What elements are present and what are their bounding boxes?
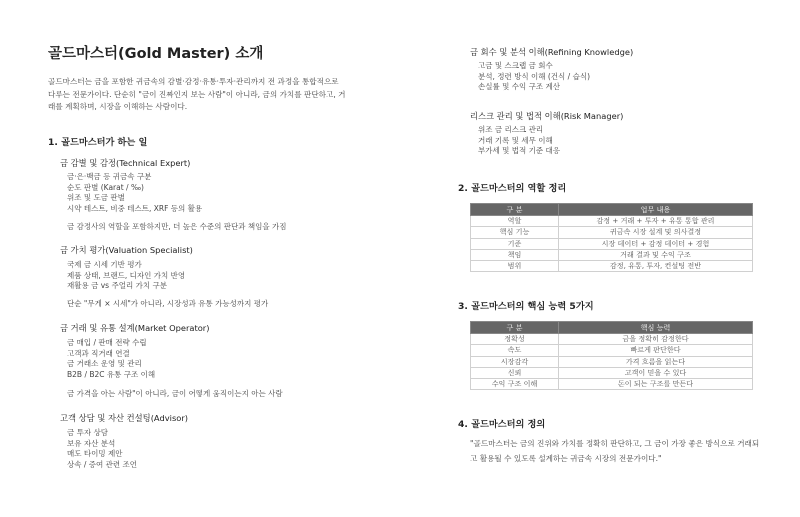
list-item: 보유 자산 분석 bbox=[67, 438, 116, 448]
list-item: 매도 타이밍 제안 bbox=[67, 449, 123, 458]
market-list bbox=[67, 338, 155, 380]
table-header: 업무 내용 bbox=[559, 204, 753, 216]
table-cell: 속도 bbox=[471, 345, 559, 356]
section2-heading: 2. 골드마스터의 역할 정리 bbox=[458, 183, 567, 194]
list-item: 위조 금 리스크 관리 bbox=[478, 125, 544, 134]
table-cell: 신뢰 bbox=[471, 367, 559, 378]
list-item: 손실률 및 수익 구조 계산 bbox=[478, 82, 560, 91]
table-cell: 범위 bbox=[471, 261, 559, 272]
refining-list bbox=[478, 61, 590, 93]
list-item: 고금 및 스크랩 금 회수 bbox=[478, 61, 553, 70]
table-row bbox=[471, 216, 753, 227]
table-cell: 감정 + 거래 + 투자 + 유통 통합 관리 bbox=[559, 216, 753, 227]
advisor-list bbox=[67, 428, 137, 470]
table-row bbox=[471, 261, 753, 272]
table-row bbox=[471, 334, 753, 345]
table-cell: 돈이 되는 구조를 만든다 bbox=[559, 379, 753, 390]
table-header: 구 분 bbox=[471, 204, 559, 216]
market-heading: 금 거래 및 유통 설계(Market Operator) bbox=[60, 323, 210, 333]
refining-heading: 금 회수 및 분석 이해(Refining Knowledge) bbox=[470, 47, 634, 57]
table-cell: 시장감각 bbox=[471, 356, 559, 367]
table-cell: 핵심 기능 bbox=[471, 227, 559, 238]
table-row bbox=[471, 249, 753, 260]
table-row bbox=[471, 345, 753, 356]
intro-paragraph: 골드마스터는 금을 포함한 귀금속의 감별·감정·유통·투자·관리까지 전 과정을 통합적으로 다루는 전문가이다. 단순히 "금이 진짜인지 보는 사람"이 아니라, 금의 가치를 판단하고, 거래를 계획하며, 시장을 이해하는 사람이다. bbox=[48, 77, 346, 112]
table-cell: 금을 정확히 감정한다 bbox=[559, 334, 753, 345]
table-cell: 거래 결과 및 수익 구조 bbox=[559, 249, 753, 260]
appraisal-heading: 금 감별 및 감정(Technical Expert) bbox=[60, 158, 191, 168]
valuation-note: 단순 "무게 × 시세"가 아니라, 시장성과 유통 가능성까지 평가 bbox=[67, 299, 269, 308]
table-header: 구 분 bbox=[471, 322, 559, 334]
definition-quote: "골드마스터는 금의 진위와 가치를 정확히 판단하고, 그 금이 가장 좋은 방식으로 거래되고 활용될 수 있도록 설계하는 귀금속 시장의 전문가이다." bbox=[470, 439, 760, 463]
table-row bbox=[471, 227, 753, 238]
abilities-table bbox=[470, 321, 753, 390]
list-item: 제품 상태, 브랜드, 디자인 가치 반영 bbox=[67, 270, 186, 280]
table-cell: 시장 데이터 + 감정 데이터 + 경험 bbox=[559, 238, 753, 249]
list-item: 순도 판별 (Karat / ‰) bbox=[67, 182, 144, 192]
section4-heading: 4. 골드마스터의 정의 bbox=[458, 419, 546, 430]
list-item: 금 매입 / 판매 전략 수립 bbox=[67, 338, 147, 347]
risk-list bbox=[478, 125, 560, 157]
table-cell: 고객이 믿을 수 있다 bbox=[559, 367, 753, 378]
list-item: 거래 기록 및 세무 이해 bbox=[478, 135, 553, 145]
table-header: 핵심 능력 bbox=[559, 322, 753, 334]
section1-heading: 1. 골드마스터가 하는 일 bbox=[48, 137, 148, 148]
table-row bbox=[471, 356, 753, 367]
list-item: 부가세 및 법적 기준 대응 bbox=[478, 146, 560, 155]
appraisal-list bbox=[67, 172, 202, 214]
table-cell: 정확성 bbox=[471, 334, 559, 345]
table-cell: 책임 bbox=[471, 249, 559, 260]
page-title: 골드마스터(Gold Master) 소개 bbox=[48, 46, 264, 62]
table-header-row bbox=[471, 322, 753, 334]
table-cell: 역할 bbox=[471, 216, 559, 227]
table-cell: 빠르게 판단한다 bbox=[559, 345, 753, 356]
table-cell: 기준 bbox=[471, 238, 559, 249]
section3-heading: 3. 골드마스터의 핵심 능력 5가지 bbox=[458, 301, 594, 312]
advisor-heading: 고객 상담 및 자산 컨설팅(Advisor) bbox=[60, 413, 188, 423]
list-item: 금·은·백금 등 귀금속 구분 bbox=[67, 172, 152, 181]
table-cell: 수익 구조 이해 bbox=[471, 379, 559, 390]
list-item: 재활용 금 vs 주얼리 가치 구분 bbox=[67, 281, 167, 290]
market-note: 금 가격을 아는 사람"이 아니라, 금이 어떻게 움직이는지 아는 사람 bbox=[67, 389, 283, 398]
table-row bbox=[471, 367, 753, 378]
table-row bbox=[471, 379, 753, 390]
table-cell: 가격 흐름을 읽는다 bbox=[559, 356, 753, 367]
valuation-heading: 금 가치 평가(Valuation Specialist) bbox=[60, 245, 193, 255]
list-item: 국제 금 시세 기반 평가 bbox=[67, 260, 142, 269]
table-row bbox=[471, 238, 753, 249]
list-item: 상속 / 증여 관련 조언 bbox=[67, 459, 138, 469]
list-item: 분석, 정련 방식 이해 (건식 / 습식) bbox=[478, 71, 591, 81]
valuation-list bbox=[67, 260, 185, 292]
list-item: 위조 및 도금 판별 bbox=[67, 193, 125, 202]
appraisal-note: 금 감정사의 역할을 포함하지만, 더 높은 수준의 판단과 책임을 가짐 bbox=[67, 222, 287, 231]
table-cell: 감정, 유통, 투자, 컨설팅 전반 bbox=[559, 261, 753, 272]
list-item: 시약 테스트, 비중 테스트, XRF 등의 활용 bbox=[67, 203, 203, 213]
roles-table bbox=[470, 203, 753, 272]
table-cell: 귀금속 시장 설계 및 의사결정 bbox=[559, 227, 753, 238]
list-item: 금 거래소 운영 및 관리 bbox=[67, 359, 142, 368]
table-header-row bbox=[471, 204, 753, 216]
risk-heading: 리스크 관리 및 법적 이해(Risk Manager) bbox=[470, 111, 624, 121]
list-item: B2B / B2C 유통 구조 이해 bbox=[67, 369, 156, 379]
list-item: 금 투자 상담 bbox=[67, 428, 108, 437]
list-item: 고객과 직거래 연결 bbox=[67, 348, 130, 358]
